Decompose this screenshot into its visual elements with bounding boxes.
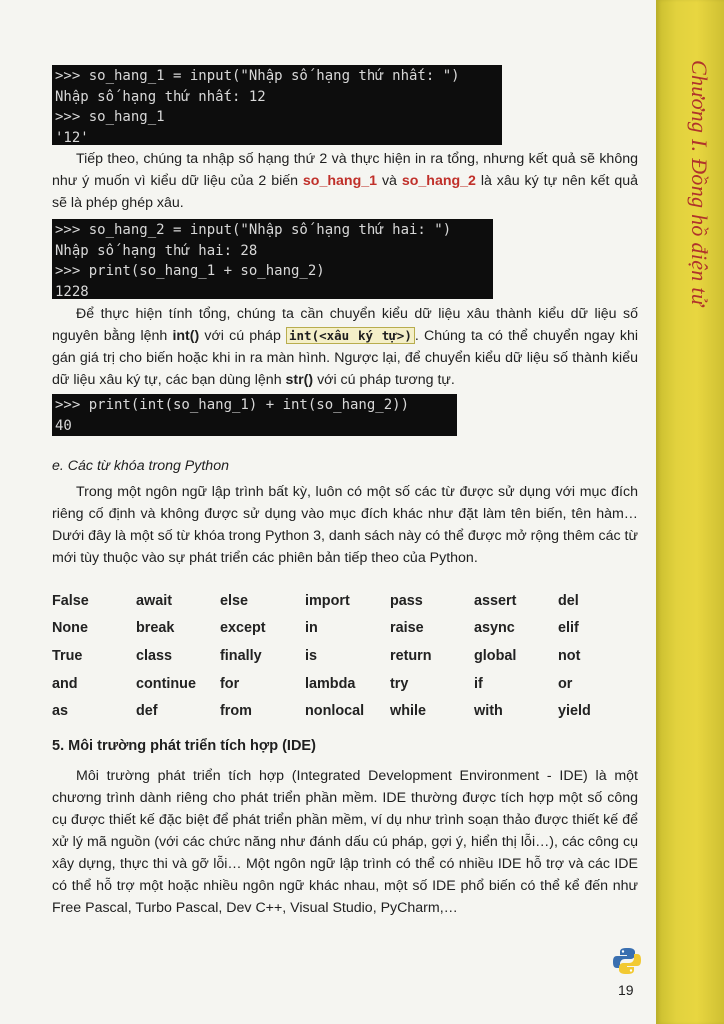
keyword: False — [52, 593, 89, 609]
paragraph-text: là xâu ký tự nên kết quả sẽ là phép ghép xâu. — [52, 173, 639, 211]
command-name: str() — [285, 372, 314, 388]
code-line: 1228 — [55, 283, 89, 300]
keyword: with — [474, 703, 503, 719]
command-name: int() — [172, 328, 200, 344]
paragraph-1 — [52, 148, 638, 214]
keyword: for — [220, 676, 240, 692]
code-line: '12' — [55, 129, 89, 146]
section-heading: 5. Môi trường phát triển tích hợp (IDE) — [52, 738, 316, 754]
paragraph-text: . Chúng ta có thể chuyển ngay khi gán giá trị cho biến hoặc khi in ra màn hình. Ngược lại, để chuyển kiểu dữ liệu số thành kiểu dữ liệu xâu ký tự, các bạn dùng lệnh — [52, 328, 638, 388]
keyword: raise — [390, 620, 424, 636]
keyword: class — [136, 648, 173, 664]
code-line: >>> so_hang_1 — [55, 109, 165, 125]
keyword: and — [52, 676, 78, 692]
paragraph-text: và — [377, 173, 402, 189]
code-block-1 — [52, 65, 502, 145]
paragraph-text: với cú pháp tương tự. — [313, 372, 455, 388]
keyword: break — [136, 620, 175, 636]
keyword: return — [390, 648, 432, 664]
keyword: from — [220, 703, 252, 719]
paragraph-3 — [52, 481, 638, 569]
variable-name: so_hang_1 — [302, 173, 378, 189]
keyword: True — [52, 648, 83, 664]
keyword: import — [305, 593, 350, 609]
code-line: Nhập số hạng thứ nhất: 12 — [55, 88, 266, 105]
code-block-3 — [52, 394, 457, 436]
keyword: is — [305, 648, 318, 664]
paragraph-4 — [52, 765, 638, 919]
keyword: None — [52, 620, 88, 636]
python-logo-icon — [612, 946, 642, 976]
keyword: while — [390, 703, 426, 719]
keyword: elif — [558, 620, 579, 636]
keyword: else — [220, 593, 249, 609]
keyword: in — [305, 620, 318, 636]
keyword: except — [220, 620, 266, 636]
code-line: >>> print(int(so_hang_1) + int(so_hang_2)) — [55, 397, 410, 413]
paragraph-text: với cú pháp — [199, 328, 286, 344]
keyword: or — [558, 676, 573, 692]
keyword: if — [474, 676, 483, 692]
paragraph-text: Trong một ngôn ngữ lập trình bất kỳ, luôn có một số các từ được sử dụng với mục đích riêng cố định và không được sử dụng vào mục đích khác như đặt làm tên biến, tên hàm… Dưới đây là một số từ khóa trong Python 3, danh sách này có thể được mở rộng thêm các từ mới tùy thuộc vào sự phát triển các phiên bản tiếp theo của Python. — [52, 484, 638, 566]
keyword: finally — [220, 648, 262, 664]
keyword: as — [52, 703, 69, 719]
subheading: e. Các từ khóa trong Python — [52, 458, 229, 474]
paragraph-text: Tiếp theo, chúng ta nhập số hạng thứ 2 và thực hiện in ra tổng, nhưng kết quả sẽ không như ý muốn vì kiểu dữ liệu của 2 biến — [52, 151, 638, 189]
keyword: try — [390, 676, 409, 692]
keyword: not — [558, 648, 581, 664]
paragraph-text: Môi trường phát triển tích hợp (Integrated Development Environment - IDE) là một chương trình dành riêng cho phát triển phần mềm. IDE thường được tích hợp một số công cụ được thiết kế đặc biệt để phát triển phần mềm, ví dụ như trình soạn thảo được thiết kế để xử lý mã nguồn (với các chức năng như đánh dấu cú pháp, gợi ý, hiển thị lỗi…), các công cụ xây dựng, thực thi và gỡ lỗi… Một ngôn ngữ lập trình có thể có nhiều IDE hỗ trợ và các IDE có thể hỗ trợ một hoặc nhiều ngôn ngữ khác nhau, một số IDE phổ biến có thể kể đến như Free Pascal, Turbo Pascal, Dev C++, Visual Studio, PyCharm,… — [52, 768, 638, 916]
code-line: Nhập số hạng thứ hai: 28 — [55, 242, 258, 259]
code-line: >>> so_hang_2 = input("Nhập số hạng thứ hai: ") — [55, 222, 452, 238]
code-line: >>> so_hang_1 = input("Nhập số hạng thứ nhất: ") — [55, 68, 460, 84]
keyword: global — [474, 648, 517, 664]
code-line: 40 — [55, 417, 72, 434]
page-number: 19 — [618, 982, 634, 998]
keyword: lambda — [305, 676, 356, 692]
chapter-title: Chương I. Đồng hồ điện tử — [687, 60, 712, 307]
paragraph-text: Để thực hiện tính tổng, chúng ta cần chuyển kiểu dữ liệu xâu thành kiểu dữ liệu số nguyên bằng lệnh — [52, 306, 638, 344]
keyword: yield — [558, 703, 591, 719]
keyword: assert — [474, 593, 517, 609]
code-block-2 — [52, 219, 493, 299]
keyword: async — [474, 620, 515, 636]
syntax-code: int(<xâu ký tự>) — [286, 327, 415, 344]
keyword: await — [136, 593, 172, 609]
keyword: del — [558, 593, 579, 609]
keyword: continue — [136, 676, 196, 692]
code-line: >>> print(so_hang_1 + so_hang_2) — [55, 263, 325, 279]
keyword: nonlocal — [305, 703, 365, 719]
paragraph-2 — [52, 303, 638, 391]
keyword: def — [136, 703, 158, 719]
variable-name: so_hang_2 — [401, 173, 476, 189]
keyword: pass — [390, 593, 423, 609]
